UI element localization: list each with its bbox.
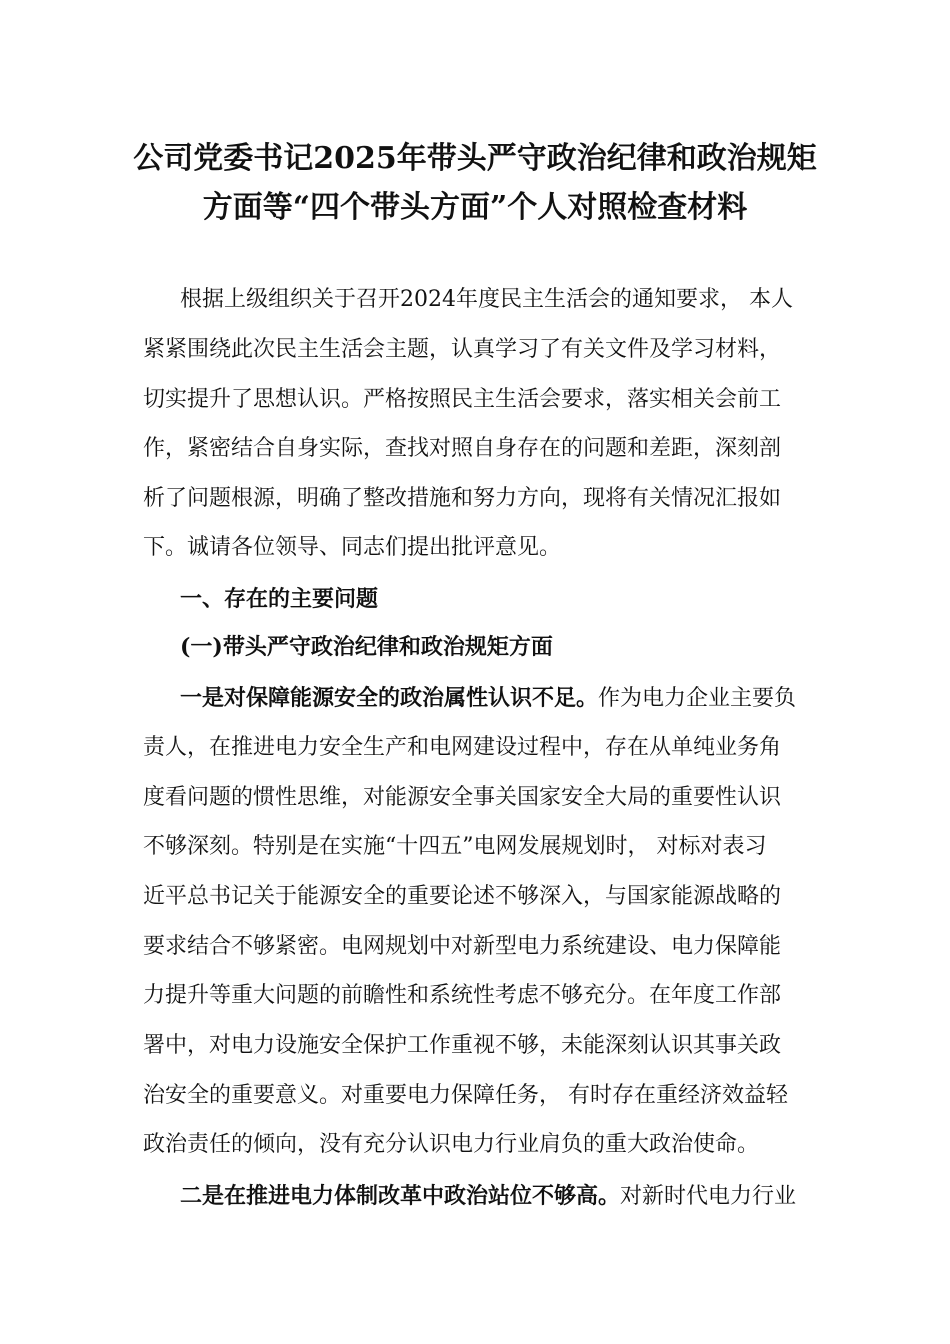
point-two-lead: 二是在推进电力体制改革中政治站位不够高。 [180, 1183, 621, 1209]
document-title-line-1: 公司党委书记2025年带头严守政治纪律和政治规矩 [133, 141, 817, 176]
point-one-first-line [180, 683, 796, 714]
point-two-first-line-rest: 对新时代电力行业 [620, 1184, 797, 1209]
point-one-line-7: 力提升等重大问题的前瞻性和系统性考虑不够充分。在年度工作部 [143, 983, 782, 1008]
point-one-line-6: 要求结合不够紧密。电网规划中对新型电力系统建设、电力保障能 [143, 934, 782, 959]
section-heading: 一、存在的主要问题 [180, 586, 379, 612]
point-one-line-4: 不够深刻。特别是在实施“十四五”电网发展规划时， 对标对表习 [143, 834, 767, 859]
intro-line-5: 析了问题根源，明确了整改措施和努力方向，现将有关情况汇报如 [143, 486, 782, 511]
point-one-line-8: 署中，对电力设施安全保护工作重视不够，未能深刻认识其事关政 [143, 1033, 782, 1058]
subsection-heading: (一)带头严守政治纪律和政治规矩方面 [180, 634, 553, 660]
point-one-line-9: 治安全的重要意义。对重要电力保障任务， 有时存在重经济效益轻 [143, 1083, 788, 1108]
document-title-line-2: 方面等“四个带头方面”个人对照检查材料 [202, 190, 748, 225]
intro-line-2: 紧紧围绕此次民主生活会主题，认真学习了有关文件及学习材料， [143, 337, 782, 362]
intro-line-3: 切实提升了思想认识。严格按照民主生活会要求，落实相关会前工 [143, 387, 782, 412]
point-one-line-5: 近平总书记关于能源安全的重要论述不够深入，与国家能源战略的 [143, 884, 782, 909]
intro-line-4: 作，紧密结合自身实际，查找对照自身存在的问题和差距，深刻剖 [143, 436, 782, 461]
point-one-line-2: 责人，在推进电力安全生产和电网建设过程中，存在从单纯业务角 [143, 735, 782, 760]
point-one-first-line-rest: 作为电力企业主要负 [598, 686, 797, 711]
point-two-first-line [180, 1181, 796, 1212]
intro-line-6: 下。诚请各位领导、同志们提出批评意见。 [143, 535, 562, 560]
point-one-line-10: 政治责任的倾向，没有充分认识电力行业肩负的重大政治使命。 [143, 1132, 760, 1157]
point-one-lead: 一是对保障能源安全的政治属性认识不足。 [180, 685, 599, 711]
intro-line-1: 根据上级组织关于召开2024年度民主生活会的通知要求， 本人 [180, 287, 793, 312]
point-one-line-3: 度看问题的惯性思维，对能源安全事关国家安全大局的重要性认识 [143, 785, 782, 810]
